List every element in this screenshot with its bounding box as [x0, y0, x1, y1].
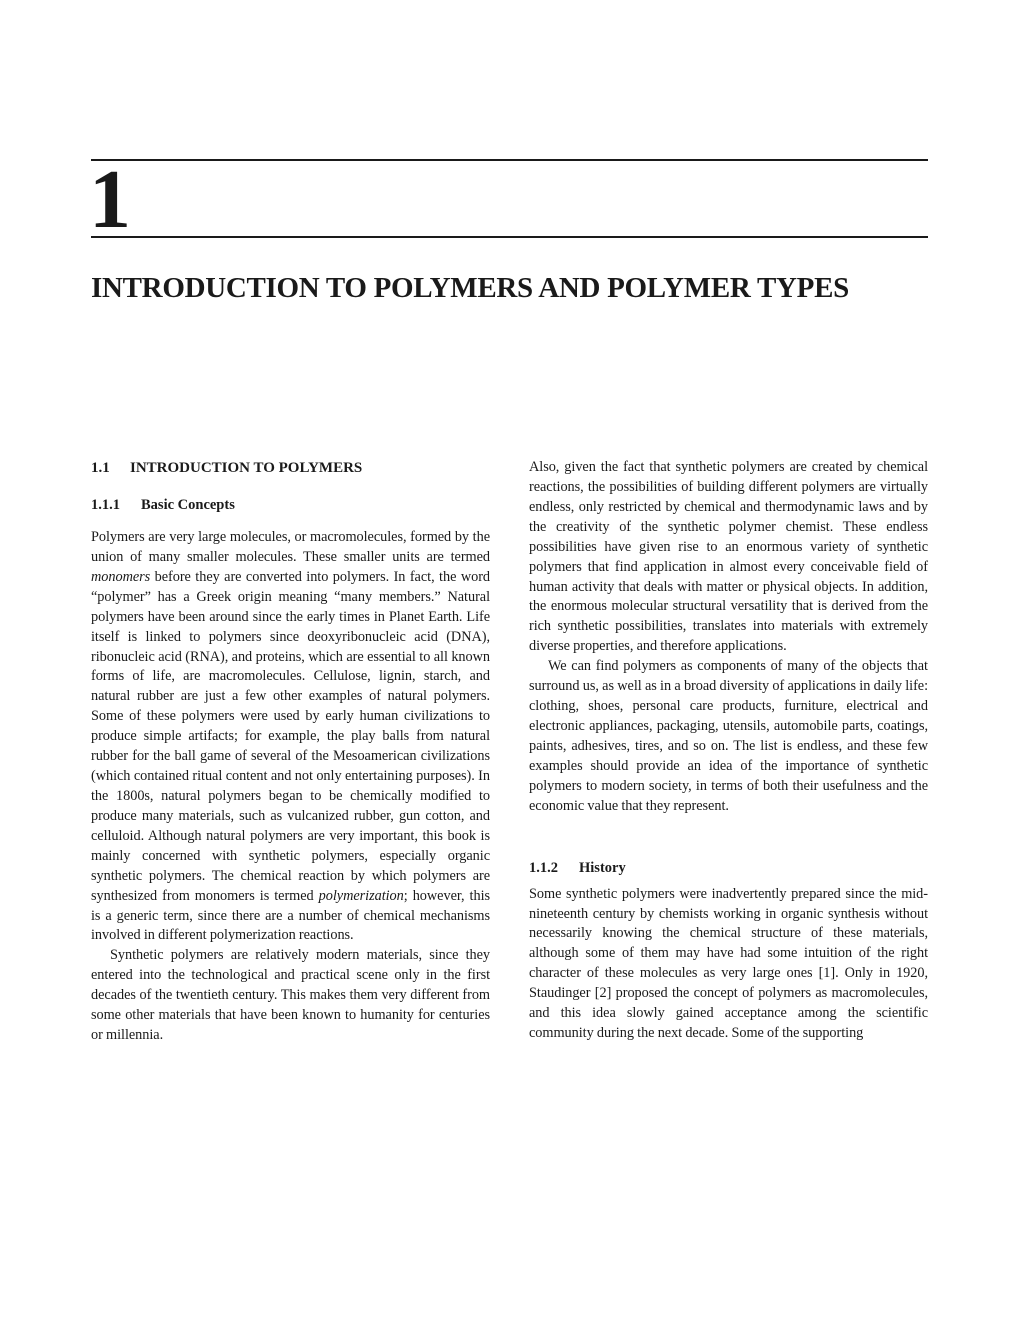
paragraph-text: ; however, this is a generic term, since there are a number of chemical mechanisms involved in different polymerization reactions.	[91, 887, 491, 944]
subsection-title: History	[579, 859, 626, 876]
paragraph-polymer-definition	[91, 528, 490, 946]
paragraph-text: before they are converted into polymers. In fact, the word “polymer” has a Greek origin meaning “many members.” Natural polymers have been around since the early times in Planet Earth. Life itself is linked to polymers since deoxyribonucleic acid (DNA), ribonucleic acid (RNA), and proteins, which are essential to all known forms of life, are macromolecules. Cellulose, lignin, starch, and natural rubber are just a few other examples of natural polymers. Some of these polymers were used by early human civilizations to produce simple artifacts; for example, the play balls from natural rubber for the ball game of several of the Mesoamerican civilizations (which contained ritual content and not only entertaining purposes). In the 1800s, natural polymers began to be chemically modified to produce many materials, such as vulcanized rubber, gun cotton, and celluloid. Although natural polymers are very important, this book is mainly concerned with synthetic polymers, especially organic synthetic polymers. The chemical reaction by which polymers are synthesized from monomers is termed	[91, 568, 490, 904]
section-title: INTRODUCTION TO POLYMERS	[130, 460, 363, 476]
term-polymerization: polymerization	[318, 887, 404, 904]
chapter-top-rule	[91, 159, 928, 161]
term-monomers: monomers	[91, 568, 151, 585]
chapter-title: INTRODUCTION TO POLYMERS AND POLYMER TYPES	[91, 272, 849, 304]
chapter-number: 1	[89, 153, 131, 246]
chapter-bottom-rule	[91, 236, 928, 238]
section-heading	[91, 458, 490, 478]
right-column	[529, 455, 928, 1044]
paragraph-history: Some synthetic polymers were inadvertently prepared since the mid-nineteenth century by chemists working in organic synthesis without necessarily knowing the chemical structure of these materials, although some of them may have had some intuition of the right character of these molecules as very large ones [1]. Only in 1920, Staudinger [2] proposed the concept of polymers as macromolecules, and this idea slowly gained acceptance among the scientific community during the next decade. Some of the supporting	[529, 885, 928, 1042]
paragraph-synthetic-polymers: Synthetic polymers are relatively modern materials, since they entered into the technological and practical scene only in the first decades of the twentieth century. This makes them very different from some other materials that have been known to humanity for centuries or millennia.	[91, 947, 490, 1044]
subsection-heading-basic-concepts	[91, 495, 490, 515]
section-number: 1.1	[91, 460, 110, 476]
subsection-heading-history	[529, 858, 928, 878]
subsection-title: Basic Concepts	[141, 497, 235, 513]
subsection-number: 1.1.1	[91, 497, 120, 513]
left-column	[91, 455, 490, 1046]
paragraph-applications: We can find polymers as components of many of the objects that surround us, as well as in a broad diversity of applications in daily life: clothing, shoes, personal care products, furniture, electrical and electronic appliances, packaging, utensils, automobile parts, coatings, paints, adhesives, tires, and so on. The list is endless, and these few examples should provide an idea of the importance of synthetic polymers to modern society, in terms of both their usefulness and the economic value that they represent.	[529, 658, 928, 814]
paragraph-text: Polymers are very large molecules, or macromolecules, formed by the union of many smaller molecules. These smaller units are termed	[91, 529, 490, 565]
paragraph-synthetic-possibilities: Also, given the fact that synthetic polymers are created by chemical reactions, the possibilities of building different polymers are virtually endless, only restricted by chemical and thermodynamic laws and by the creativity of the synthetic polymer chemist. These endless possibilities have given rise to an enormous variety of synthetic polymers that find application in almost every conceivable field of human activity that deals with matter or physical objects. In addition, the enormous molecular structural versatility that is derived from the rich synthetic possibilities, translates into materials with extremely diverse properties, and therefore applications.	[529, 459, 928, 655]
subsection-number: 1.1.2	[529, 859, 558, 876]
